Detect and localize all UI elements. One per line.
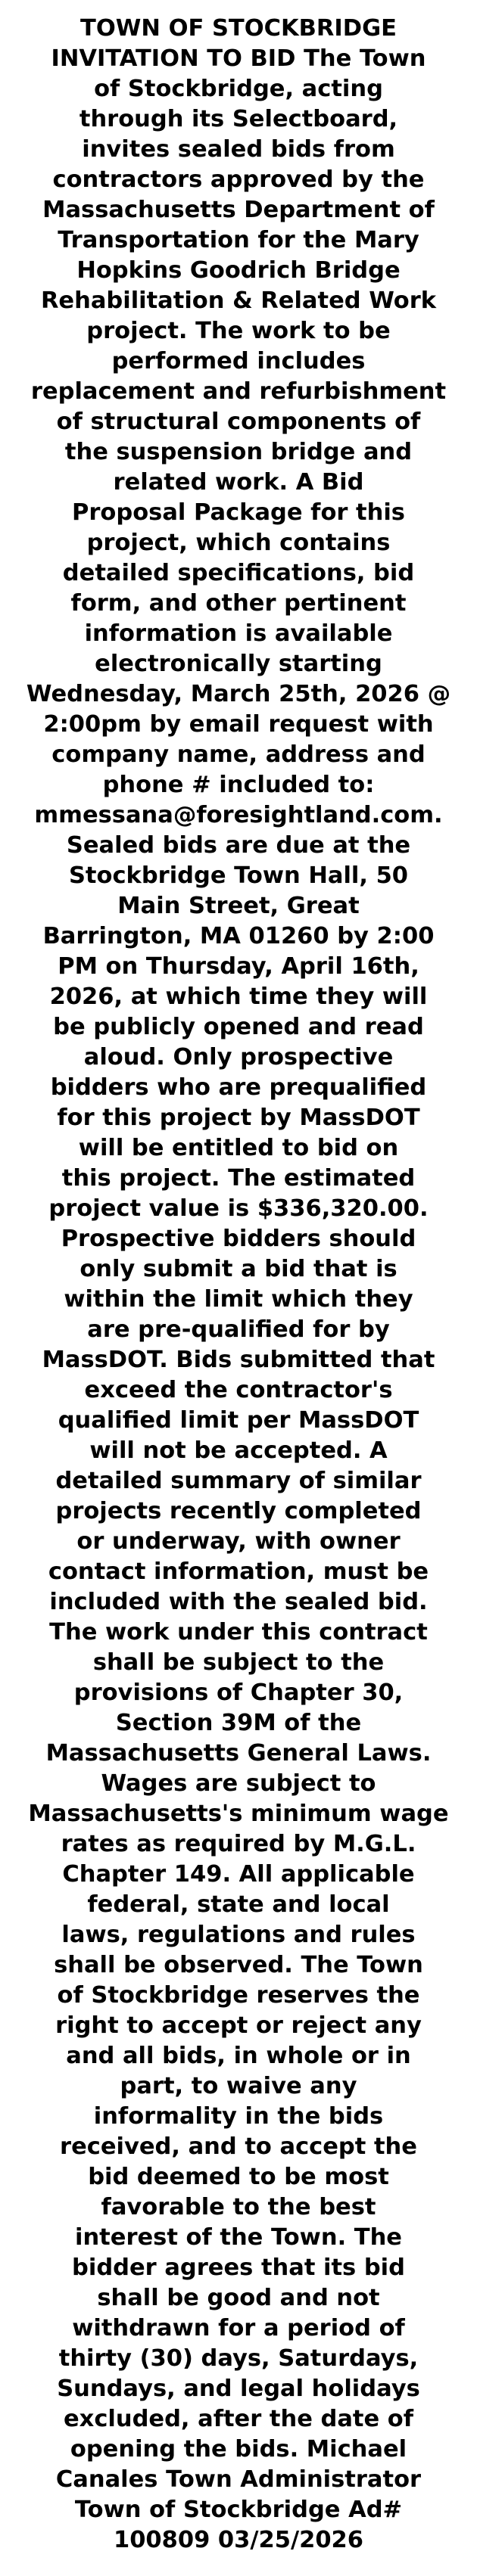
legal-notice-text: TOWN OF STOCKBRIDGE INVITATION TO BID The Town of Stockbridge, acting through its Selectboard, invites sealed bids from contractors approved by the Massachusetts Department of Transportation for the Mary Hopkins Goodrich Bridge Rehabilitation & Related Work project. The work to be performed includes replacement and refurbishment of structural components of the suspension bridge and related work. A Bid Proposal Package for this project, which contains detailed specifications, bid form, and other pertinent information is available electronically starting Wednesday, March 25th, 2026 @ 2:00pm by email request with company name, address and phone # included to: mmessana@foresightland.com. Sealed bids are due at the Stockbridge Town Hall, 50 Main Street, Great Barrington, MA 01260 by 2:00 PM on Thursday, April 16th, 2026, at which time they will be publicly opened and read aloud. Only prospective bidders who are prequalified for this project by MassDOT will be entitled to bid on this project. The estimated project value is $336,320.00. Prospective bidders should only submit a bid that is within the limit which they are pre-qualified for by MassDOT. Bids submitted that exceed the contractor's qualified limit per MassDOT will not be accepted. A detailed summary of similar projects recently completed or underway, with owner contact information, must be included with the sealed bid. The work under this contract shall be subject to the provisions of Chapter 30, Section 39M of the Massachusetts General Laws. Wages are subject to Massachusetts's minimum wage rates as required by M.G.L. Chapter 149. All applicable federal, state and local laws, regulations and rules shall be observed. The Town of Stockbridge reserves the right to accept or reject any and all bids, in whole or in part, to waive any informality in the bids received, and to accept the bid deemed to be most favorable to the best interest of the Town. The bidder agrees that its bid shall be good and not withdrawn for a period of thirty (30) days, Saturdays, Sundays, and legal holidays excluded, after the date of opening the bids. Michael Canales Town Administrator Town of Stockbridge Ad# 100809 03/25/2026	[26, 15, 451, 2553]
